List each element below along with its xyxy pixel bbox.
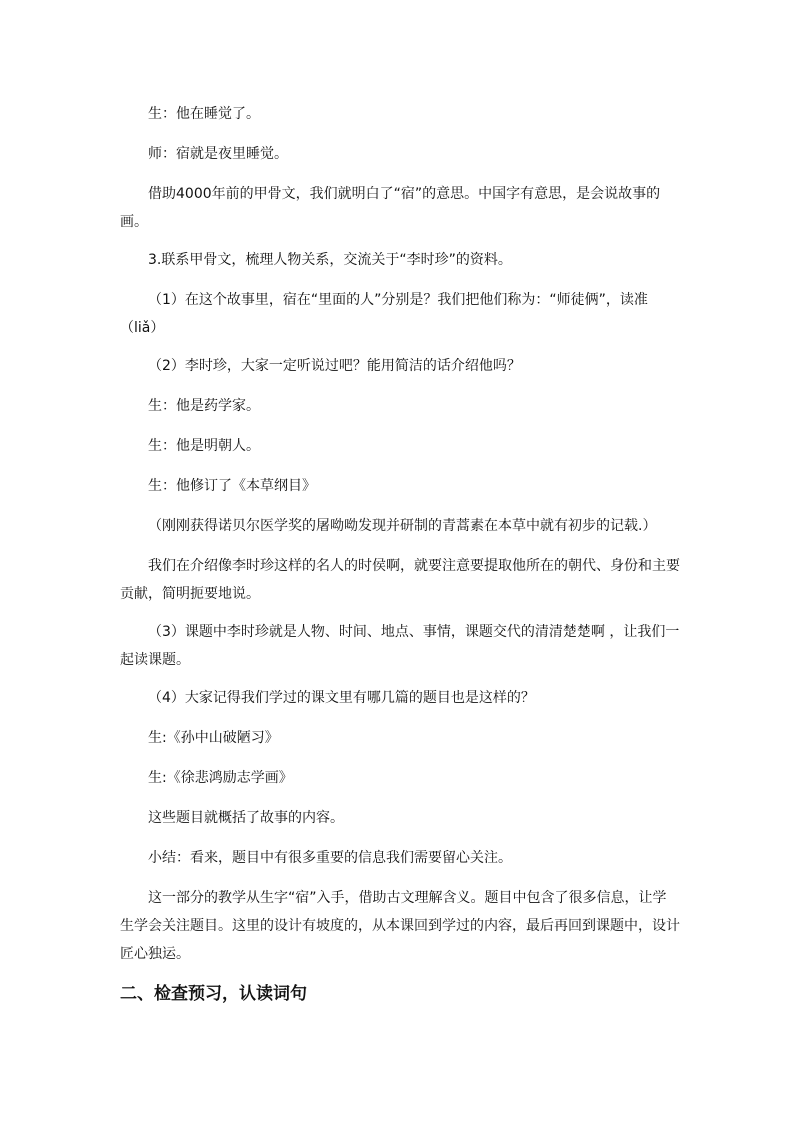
sub-question: （2）李时珍，大家一定听说过吧？能用简洁的话介绍他吗？ [148,358,521,374]
dialogue-line: 生：他是药学家。 [148,398,260,414]
dialogue-line: 生:《徐悲鸿励志学画》 [148,770,293,786]
commentary-paragraph: 这一部分的教学从生字“宿”入手，借助古文理解含义。题目中包含了很多信息，让学生学会关注题目。这里的设计有坡度的，从本课回到学过的内容，最后再回到课题中，设计匠心独运。 [120,890,680,962]
body-paragraph: 借助4000年前的甲骨文，我们就明白了“宿”的意思。中国字有意思，是会说故事的画。 [120,186,661,230]
note-paragraph: （刚刚获得诺贝尔医学奖的屠呦呦发现并研制的青蒿素在本草中就有初步的记载.） [148,518,657,534]
sub-question: （1）在这个故事里，宿在“里面的人”分别是？我们把他们称为：“师徒俩”，读准（liǎ） [120,292,648,336]
section-heading: 二、检查预习，认读词句 [120,984,307,1004]
sub-question: （3）课题中李时珍就是人物、时间、地点、事情，课题交代的清清楚楚啊 ，让我们一起读课题。 [120,624,680,668]
dialogue-line: 生:《孙中山破陋习》 [148,730,279,746]
dialogue-line: 生：他是明朝人。 [148,438,260,454]
body-paragraph: 我们在介绍像李时珍这样的名人的时侯啊，就要注意要提取他所在的朝代、身份和主要贡献，简明扼要地说。 [120,558,680,602]
body-paragraph: 这些题目就概括了故事的内容。 [148,810,344,826]
sub-question: （4）大家记得我们学过的课文里有哪几篇的题目也是这样的？ [148,690,535,706]
dialogue-line: 生：他修订了《本草纲目》 [148,478,316,494]
dialogue-line: 生：他在睡觉了。 [148,106,260,122]
section-step: 3.联系甲骨文，梳理人物关系，交流关于“李时珍”的资料。 [148,252,512,268]
summary-paragraph: 小结：看来，题目中有很多重要的信息我们需要留心关注。 [148,850,512,866]
dialogue-line: 师：宿就是夜里睡觉。 [148,146,288,162]
